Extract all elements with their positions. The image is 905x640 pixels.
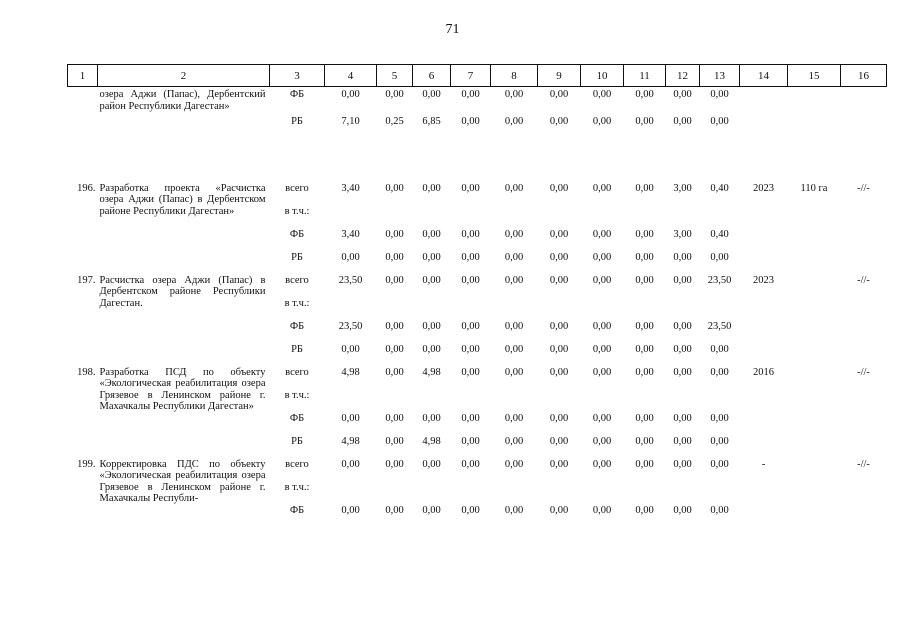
value-cell: 3,40 — [341, 228, 360, 240]
funding-source: РБ — [291, 435, 303, 447]
result-cell — [788, 453, 841, 476]
value-cell — [700, 292, 740, 315]
value-cell: 0,00 — [592, 182, 612, 194]
header-col-7: 7 — [451, 65, 491, 87]
header-col-16: 16 — [841, 65, 887, 87]
table-row — [68, 269, 887, 292]
result-cell — [788, 292, 841, 315]
row-number: 196. — [77, 182, 96, 194]
value-cell — [666, 200, 700, 223]
value-cell: 0,00 — [385, 366, 404, 378]
note-cell: -//- — [857, 182, 870, 194]
header-col-6: 6 — [413, 65, 451, 87]
value-cell: 0,00 — [592, 412, 612, 424]
note-cell — [841, 200, 887, 223]
header-col-14: 14 — [740, 65, 788, 87]
value-cell: 0,00 — [461, 504, 480, 516]
value-cell: 0,00 — [385, 343, 404, 355]
value-cell: 0,00 — [635, 228, 654, 240]
value-cell: 0,00 — [673, 504, 692, 516]
value-cell — [413, 200, 451, 223]
value-cell — [451, 292, 491, 315]
year-cell — [740, 87, 788, 110]
result-cell — [788, 110, 841, 133]
header-col-15: 15 — [788, 65, 841, 87]
note-cell: -//- — [857, 366, 870, 378]
value-cell: 0,00 — [549, 458, 569, 470]
header-col-3: 3 — [270, 65, 325, 87]
value-cell: 0,00 — [385, 435, 404, 447]
value-cell: 0,00 — [635, 343, 654, 355]
value-cell: 4,98 — [341, 366, 360, 378]
value-cell: 0,00 — [504, 320, 524, 332]
value-cell: 0,00 — [549, 115, 569, 127]
funding-source: ФБ — [289, 89, 305, 100]
result-cell — [788, 499, 841, 522]
value-cell — [538, 200, 581, 223]
value-cell: 0,00 — [461, 251, 480, 263]
value-cell: 0,00 — [461, 343, 480, 355]
row-number: 197. — [77, 274, 96, 286]
measure-name: Корректировка ПДС по объекту «Экологическая реабилитация озера Грязевое в Ленинском районе г. Махачкалы Республи- — [99, 458, 266, 504]
header-col-1: 1 — [68, 65, 98, 87]
value-cell — [325, 292, 377, 315]
value-cell: 0,00 — [549, 320, 569, 332]
value-cell — [377, 200, 413, 223]
value-cell: 23,50 — [707, 274, 732, 286]
page-number: 71 — [445, 22, 460, 37]
value-cell: 0,00 — [592, 115, 612, 127]
value-cell: 0,00 — [710, 115, 729, 127]
value-cell: 0,00 — [673, 89, 692, 100]
result-cell — [788, 430, 841, 453]
note-cell — [841, 499, 887, 522]
year-cell — [740, 407, 788, 430]
note-cell — [841, 315, 887, 338]
funding-source: в т.ч.: — [284, 205, 310, 217]
header-col-2: 2 — [98, 65, 270, 87]
funding-source: ФБ — [289, 504, 305, 516]
value-cell: 0,00 — [385, 412, 404, 424]
table-row — [68, 87, 887, 110]
value-cell: 0,00 — [673, 435, 692, 447]
header-row — [68, 65, 887, 87]
value-cell: 0,00 — [422, 182, 441, 194]
year-cell — [740, 292, 788, 315]
funding-source: РБ — [291, 251, 303, 263]
value-cell — [413, 384, 451, 407]
value-cell: 6,85 — [422, 115, 441, 127]
value-cell: 0,00 — [341, 89, 360, 100]
value-cell: 0,00 — [461, 115, 480, 127]
value-cell: 0,00 — [673, 412, 692, 424]
value-cell: 3,40 — [341, 182, 360, 194]
value-cell: 0,00 — [461, 412, 480, 424]
value-cell: 0,00 — [635, 458, 654, 470]
value-cell — [538, 384, 581, 407]
value-cell: 0,00 — [635, 274, 654, 286]
year-cell — [740, 200, 788, 223]
value-cell: 0,00 — [341, 504, 360, 516]
financing-table — [67, 64, 887, 522]
measure-name: Разработка ПСД по объекту «Экологическая реабилитация озера Грязевое в Ленинском районе г. Махачкалы Республики Дагестан» — [99, 366, 266, 412]
value-cell: 0,00 — [592, 228, 612, 240]
value-cell: 0,00 — [341, 343, 360, 355]
value-cell: 0,40 — [710, 182, 729, 194]
result-cell — [788, 338, 841, 361]
value-cell — [325, 200, 377, 223]
value-cell — [624, 200, 666, 223]
value-cell: 0,00 — [549, 182, 569, 194]
value-cell: 0,00 — [549, 366, 569, 378]
value-cell: 0,00 — [504, 458, 524, 470]
note-cell — [841, 292, 887, 315]
value-cell: 0,00 — [385, 320, 404, 332]
funding-source: в т.ч.: — [284, 297, 310, 309]
value-cell: 0,00 — [635, 435, 654, 447]
value-cell: 0,00 — [504, 115, 524, 127]
note-cell — [841, 110, 887, 133]
note-cell: -//- — [857, 458, 870, 470]
table-body — [68, 87, 887, 522]
result-cell: 110 га — [800, 182, 828, 194]
value-cell: 0,00 — [635, 366, 654, 378]
funding-source: в т.ч.: — [284, 481, 310, 493]
value-cell — [491, 200, 538, 223]
value-cell: 0,00 — [710, 458, 729, 470]
value-cell: 0,00 — [461, 182, 480, 194]
value-cell: 0,00 — [549, 228, 569, 240]
value-cell: 0,00 — [461, 228, 480, 240]
value-cell: 0,00 — [635, 412, 654, 424]
header-col-11: 11 — [624, 65, 666, 87]
spacer-cell — [68, 133, 887, 177]
funding-source: ФБ — [289, 228, 305, 240]
value-cell — [666, 292, 700, 315]
value-cell — [581, 200, 624, 223]
value-cell: 0,00 — [422, 320, 441, 332]
value-cell: 23,50 — [338, 274, 363, 286]
measure-name: Расчистка озера Аджи (Папас) в Дербентском районе Республики Дагестан. — [99, 274, 266, 309]
value-cell: 0,00 — [504, 366, 524, 378]
value-cell: 0,00 — [673, 343, 692, 355]
value-cell: 0,00 — [504, 228, 524, 240]
value-cell: 0,00 — [710, 251, 729, 263]
row-number — [68, 87, 98, 133]
value-cell — [581, 476, 624, 499]
funding-source: РБ — [291, 343, 303, 355]
note-cell — [841, 476, 887, 499]
result-cell — [788, 315, 841, 338]
value-cell: 0,00 — [504, 435, 524, 447]
year-cell — [740, 338, 788, 361]
header-col-13: 13 — [700, 65, 740, 87]
result-cell — [788, 476, 841, 499]
year-cell — [740, 315, 788, 338]
header-col-8: 8 — [491, 65, 538, 87]
value-cell: 0,00 — [635, 504, 654, 516]
value-cell: 0,00 — [461, 458, 480, 470]
value-cell — [377, 292, 413, 315]
value-cell: 0,00 — [504, 89, 524, 100]
value-cell: 0,00 — [385, 251, 404, 263]
value-cell — [700, 384, 740, 407]
value-cell: 23,50 — [707, 320, 732, 332]
value-cell — [451, 476, 491, 499]
value-cell: 0,00 — [710, 89, 729, 100]
note-cell — [841, 246, 887, 269]
note-cell — [841, 407, 887, 430]
note-cell — [841, 384, 887, 407]
value-cell — [581, 384, 624, 407]
value-cell: 0,00 — [549, 412, 569, 424]
value-cell: 0,00 — [635, 251, 654, 263]
value-cell — [538, 476, 581, 499]
row-number: 199. — [77, 458, 96, 470]
value-cell: 0,00 — [385, 504, 404, 516]
value-cell: 0,00 — [422, 274, 441, 286]
value-cell — [325, 384, 377, 407]
value-cell — [377, 476, 413, 499]
header-col-5: 5 — [377, 65, 413, 87]
value-cell: 0,00 — [673, 115, 692, 127]
value-cell: 0,00 — [385, 228, 404, 240]
value-cell — [666, 476, 700, 499]
value-cell — [624, 476, 666, 499]
value-cell — [700, 476, 740, 499]
table-row — [68, 453, 887, 476]
year-cell — [740, 223, 788, 246]
value-cell: 0,00 — [422, 228, 441, 240]
year-cell: - — [761, 458, 766, 470]
value-cell: 0,00 — [422, 412, 441, 424]
table-row — [68, 361, 887, 384]
row-number: 198. — [77, 366, 96, 378]
value-cell: 0,00 — [635, 320, 654, 332]
year-cell — [740, 384, 788, 407]
value-cell: 0,00 — [549, 251, 569, 263]
header-col-12: 12 — [666, 65, 700, 87]
value-cell: 0,00 — [710, 366, 729, 378]
funding-source: всего — [285, 274, 309, 286]
value-cell: 0,00 — [385, 458, 404, 470]
value-cell: 0,00 — [635, 89, 654, 100]
value-cell: 0,00 — [592, 89, 612, 100]
table-row — [68, 177, 887, 200]
value-cell: 0,00 — [549, 343, 569, 355]
value-cell — [700, 200, 740, 223]
value-cell: 3,00 — [673, 182, 692, 194]
value-cell: 0,00 — [710, 435, 729, 447]
value-cell: 0,00 — [341, 458, 360, 470]
note-cell — [841, 223, 887, 246]
value-cell: 0,00 — [461, 435, 480, 447]
note-cell — [841, 87, 887, 110]
value-cell: 0,00 — [504, 343, 524, 355]
value-cell: 0,00 — [422, 89, 441, 100]
value-cell — [581, 292, 624, 315]
value-cell — [491, 292, 538, 315]
year-cell: 2016 — [753, 366, 774, 378]
year-cell — [740, 476, 788, 499]
result-cell — [788, 87, 841, 110]
value-cell: 0,25 — [385, 115, 404, 127]
value-cell: 0,00 — [549, 274, 569, 286]
value-cell: 4,98 — [341, 435, 360, 447]
funding-source: ФБ — [289, 412, 305, 424]
funding-source: всего — [285, 182, 309, 194]
value-cell: 0,00 — [592, 504, 612, 516]
value-cell: 0,00 — [461, 366, 480, 378]
value-cell: 7,10 — [341, 115, 360, 127]
value-cell: 0,00 — [422, 251, 441, 263]
value-cell: 0,00 — [504, 251, 524, 263]
value-cell: 0,00 — [673, 366, 692, 378]
value-cell: 0,00 — [422, 458, 441, 470]
value-cell: 0,00 — [592, 458, 612, 470]
note-cell: -//- — [857, 274, 870, 286]
value-cell: 0,00 — [422, 504, 441, 516]
value-cell: 0,00 — [461, 320, 480, 332]
value-cell: 0,00 — [592, 366, 612, 378]
value-cell: 0,00 — [504, 412, 524, 424]
funding-source: всего — [285, 366, 309, 378]
value-cell: 0,00 — [504, 504, 524, 516]
value-cell — [538, 292, 581, 315]
value-cell: 0,00 — [461, 274, 480, 286]
year-cell: 2023 — [753, 182, 774, 194]
result-cell — [788, 407, 841, 430]
value-cell: 0,00 — [549, 435, 569, 447]
value-cell: 0,00 — [710, 343, 729, 355]
spacer-row — [68, 133, 887, 177]
value-cell: 23,50 — [338, 320, 363, 332]
value-cell: 0,00 — [422, 343, 441, 355]
result-cell — [788, 384, 841, 407]
value-cell — [666, 384, 700, 407]
result-cell — [788, 269, 841, 292]
value-cell: 0,00 — [673, 458, 692, 470]
funding-source: всего — [285, 458, 309, 470]
value-cell: 0,00 — [504, 182, 524, 194]
value-cell: 0,00 — [341, 412, 360, 424]
value-cell — [325, 476, 377, 499]
value-cell: 0,00 — [549, 89, 569, 100]
value-cell: 0,00 — [673, 320, 692, 332]
value-cell: 0,00 — [592, 274, 612, 286]
value-cell — [491, 384, 538, 407]
funding-source: РБ — [291, 115, 303, 127]
value-cell: 4,98 — [422, 366, 441, 378]
value-cell: 0,40 — [710, 228, 729, 240]
result-cell — [788, 200, 841, 223]
value-cell: 0,00 — [635, 182, 654, 194]
value-cell — [377, 384, 413, 407]
note-cell — [841, 338, 887, 361]
value-cell: 3,00 — [673, 228, 692, 240]
result-cell — [788, 246, 841, 269]
measure-name: озера Аджи (Папас), Дербентский район Республики Дагестан» — [99, 89, 266, 112]
year-cell — [740, 110, 788, 133]
year-cell — [740, 499, 788, 522]
value-cell — [491, 476, 538, 499]
value-cell: 0,00 — [635, 115, 654, 127]
value-cell: 0,00 — [461, 89, 480, 100]
value-cell: 0,00 — [385, 89, 404, 100]
value-cell: 0,00 — [592, 251, 612, 263]
value-cell: 0,00 — [673, 251, 692, 263]
value-cell — [624, 384, 666, 407]
value-cell — [413, 476, 451, 499]
value-cell: 0,00 — [385, 182, 404, 194]
value-cell: 0,00 — [504, 274, 524, 286]
value-cell: 0,00 — [549, 504, 569, 516]
year-cell — [740, 246, 788, 269]
value-cell: 0,00 — [710, 412, 729, 424]
value-cell: 0,00 — [341, 251, 360, 263]
value-cell — [451, 200, 491, 223]
value-cell: 0,00 — [673, 274, 692, 286]
header-col-10: 10 — [581, 65, 624, 87]
value-cell: 0,00 — [592, 435, 612, 447]
measure-name: Разработка проекта «Расчистка озера Аджи (Папас) в Дербентском районе Республики Дагестан» — [99, 182, 266, 217]
header-col-9: 9 — [538, 65, 581, 87]
value-cell — [624, 292, 666, 315]
result-cell — [788, 223, 841, 246]
value-cell: 0,00 — [592, 343, 612, 355]
value-cell — [413, 292, 451, 315]
year-cell: 2023 — [753, 274, 774, 286]
funding-source: в т.ч.: — [284, 389, 310, 401]
funding-source: ФБ — [289, 320, 305, 332]
result-cell — [788, 361, 841, 384]
note-cell — [841, 430, 887, 453]
value-cell: 0,00 — [710, 504, 729, 516]
value-cell: 0,00 — [385, 274, 404, 286]
value-cell — [451, 384, 491, 407]
year-cell — [740, 430, 788, 453]
value-cell: 0,00 — [592, 320, 612, 332]
header-col-4: 4 — [325, 65, 377, 87]
value-cell: 4,98 — [422, 435, 441, 447]
